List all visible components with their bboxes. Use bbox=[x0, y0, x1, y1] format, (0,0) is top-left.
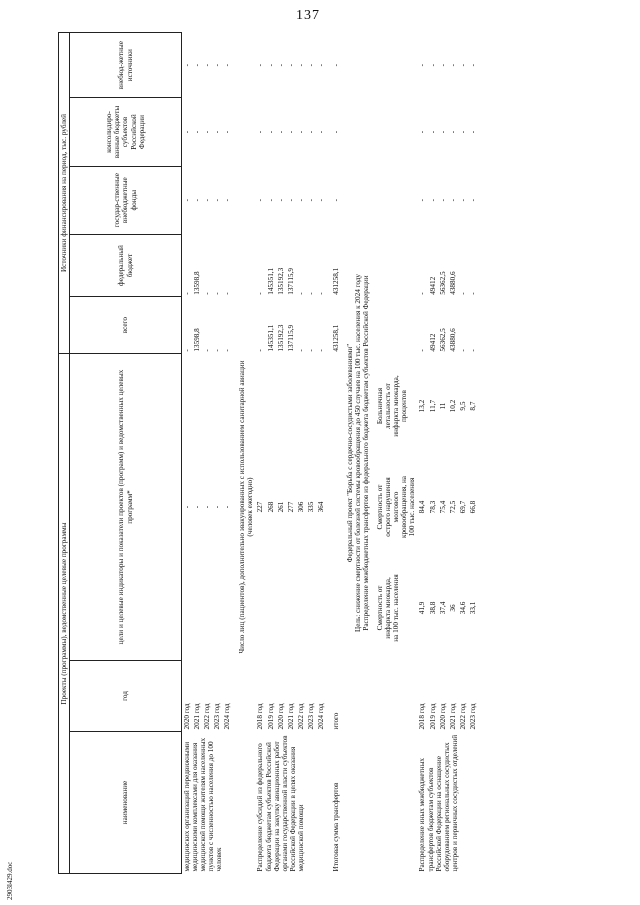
row-extra: - bbox=[223, 64, 232, 67]
row-extra: - bbox=[458, 64, 467, 67]
row-total: - bbox=[256, 349, 265, 352]
row-extra: - bbox=[316, 64, 325, 67]
row-goal: - bbox=[223, 505, 232, 509]
row-goal: 335 bbox=[306, 501, 315, 513]
row-cons: - bbox=[448, 130, 457, 134]
footer-filename: 2903l429.doc bbox=[6, 861, 14, 900]
row-total: - bbox=[306, 349, 315, 352]
row-total: - bbox=[316, 349, 325, 352]
total-extra: - bbox=[331, 64, 340, 67]
table-row bbox=[417, 33, 427, 874]
row-goal: 227 bbox=[256, 501, 265, 513]
row-funds: - bbox=[286, 198, 295, 202]
row-federal: 13598,8 bbox=[193, 271, 202, 295]
row-year: 2018 год bbox=[418, 703, 427, 730]
row-extra: - bbox=[276, 64, 285, 67]
row-goal: 306 bbox=[296, 501, 305, 513]
row-v3: 11 bbox=[438, 402, 447, 410]
project-distribution: Распределение межбюджетных трансфертов из федерального бюджета бюджетам субъектов Российской Федерации bbox=[362, 275, 371, 631]
row-year: 2024 год bbox=[223, 703, 232, 730]
header-consolidated: консолидиро-ванные бюджеты субъектов Российской Федерации bbox=[70, 98, 182, 166]
row-name: Распределение иных межбюджетных трансфертов бюджетам субъектов Российской Федерации на оснащение оборудованием региональных сосудистых центров и первичных сосудистых отделений bbox=[418, 734, 459, 872]
row-federal: 56362,5 bbox=[438, 271, 447, 295]
row-extra: - bbox=[306, 64, 315, 67]
row-funds: - bbox=[296, 198, 305, 202]
row-extra: - bbox=[266, 64, 275, 67]
header-year: год bbox=[70, 660, 182, 731]
row-year: 2021 год bbox=[448, 703, 457, 730]
row-funds: - bbox=[316, 198, 325, 202]
row-funds: - bbox=[468, 198, 477, 202]
row-v3: 8,7 bbox=[468, 401, 477, 411]
row-federal: - bbox=[223, 292, 232, 295]
total-name: Итоговая сумма трансфертов bbox=[331, 782, 340, 872]
row-federal: - bbox=[418, 292, 427, 295]
row-v2: 69,7 bbox=[458, 500, 467, 514]
row-extra: - bbox=[296, 64, 305, 67]
row-name: Распределение субсидий из федерального бюджета бюджетам субъектов Российской Федерации на закупку авиационных работ органами государственной власти субъектов Российской Федерации в целях оказания медицинской помощи bbox=[256, 735, 305, 872]
row-total: - bbox=[468, 349, 477, 352]
row-funds: - bbox=[418, 198, 427, 202]
row-goal: 364 bbox=[316, 501, 325, 513]
row-year: 2021 год bbox=[193, 703, 202, 730]
row-cons: - bbox=[183, 130, 191, 134]
project-title: Федеральный проект "Борьба с сердечно-сосудистыми заболеваниями" bbox=[345, 343, 354, 563]
header-programs: Проекты (программы), ведомственные целевые программы bbox=[59, 354, 70, 874]
row-funds: - bbox=[183, 198, 191, 202]
row-extra: - bbox=[418, 64, 427, 67]
row-cons: - bbox=[256, 130, 265, 134]
row-federal: - bbox=[203, 292, 212, 295]
row-extra: - bbox=[193, 64, 202, 67]
footer bbox=[6, 860, 18, 900]
row-funds: - bbox=[438, 198, 447, 202]
row-federal: - bbox=[296, 292, 305, 295]
total-row bbox=[331, 33, 341, 874]
row-federal: 145351,1 bbox=[266, 267, 275, 295]
funding-table bbox=[58, 32, 478, 874]
row-cons: - bbox=[193, 130, 202, 134]
table-body bbox=[182, 33, 478, 874]
row-total: 135192,3 bbox=[276, 324, 285, 352]
row-v1: 41,9 bbox=[418, 601, 427, 615]
row-cons: - bbox=[316, 130, 325, 134]
header-goals: цели и целевые индикаторы и показатели проектов (программ) и ведомственных целевых программ* bbox=[70, 354, 182, 661]
row-year: 2022 год bbox=[296, 703, 305, 730]
row-extra: - bbox=[428, 64, 437, 67]
row-funds: - bbox=[458, 198, 467, 202]
row-goal: - bbox=[213, 505, 222, 509]
row-extra: - bbox=[448, 64, 457, 67]
row-federal: - bbox=[468, 292, 477, 295]
row-total: 43880,6 bbox=[448, 328, 457, 352]
row-cons: - bbox=[458, 130, 467, 134]
row-year: 2024 год bbox=[316, 703, 325, 730]
row-total: - bbox=[183, 349, 191, 352]
table-row bbox=[255, 33, 265, 874]
row-extra: - bbox=[203, 64, 212, 67]
row-cons: - bbox=[418, 130, 427, 134]
row-v1: 38,8 bbox=[428, 601, 437, 615]
row-v3: 13,2 bbox=[418, 399, 427, 413]
row-year: 2018 год bbox=[256, 703, 265, 730]
row-year: 2019 год bbox=[266, 703, 275, 730]
row-goal: 268 bbox=[266, 501, 275, 513]
page-number: 137 bbox=[296, 8, 320, 23]
row-funds: - bbox=[193, 198, 202, 202]
indicator-mi-lethality: Больничная летальность от инфаркта миокарда, процентов bbox=[376, 375, 409, 437]
row-funds: - bbox=[428, 198, 437, 202]
row-goal: 277 bbox=[286, 501, 295, 513]
indicator-mi-mortality: Смертность от инфаркта миокарда, на 100 тыс. населения bbox=[376, 574, 401, 642]
row-v2: 84,4 bbox=[418, 500, 427, 514]
row-extra: - bbox=[468, 64, 477, 67]
header-name: наименование bbox=[70, 731, 182, 873]
row-total: 13598,8 bbox=[193, 328, 202, 352]
row-year: 2019 год bbox=[428, 703, 437, 730]
row-federal: 43880,6 bbox=[448, 271, 457, 295]
row-federal: 137115,9 bbox=[286, 268, 295, 295]
table-row bbox=[237, 33, 255, 874]
row-cons: - bbox=[438, 130, 447, 134]
row-cons: - bbox=[306, 130, 315, 134]
row-v1: 34,6 bbox=[458, 601, 467, 615]
row-cons: - bbox=[296, 130, 305, 134]
row-funds: - bbox=[213, 198, 222, 202]
total-cons: - bbox=[331, 130, 340, 134]
row-extra: - bbox=[213, 64, 222, 67]
row-cons: - bbox=[286, 130, 295, 134]
indicator-label: Число лиц (пациентов), дополнительно эвакуированных с использованием санитарной авиации (человек ежегодно) bbox=[238, 360, 255, 654]
row-cons: - bbox=[468, 130, 477, 134]
total-funds: - bbox=[331, 198, 340, 202]
row-v2: 72,5 bbox=[448, 500, 457, 514]
row-year: 2020 год bbox=[183, 703, 191, 730]
row-v1: 33,1 bbox=[468, 601, 477, 615]
row-total: - bbox=[203, 349, 212, 352]
row-v2: 78,3 bbox=[428, 500, 437, 514]
row-cons: - bbox=[213, 130, 222, 134]
row-name: медицинских организаций передвижными медицинскими комплексами для оказания медицинской помощи жителям населенных пунктов с численностью населения до 100 человек bbox=[183, 737, 224, 872]
header-federal: федеральный бюджет bbox=[70, 234, 182, 297]
row-cons: - bbox=[223, 130, 232, 134]
row-funds: - bbox=[266, 198, 275, 202]
header-extra: внебюд-жетные источники bbox=[70, 33, 182, 98]
row-extra: - bbox=[438, 64, 447, 67]
header-state-funds: государ-ственные внебюджетные фонды bbox=[70, 166, 182, 234]
row-goal: - bbox=[183, 505, 191, 509]
total-federal: 431258,1 bbox=[331, 267, 340, 295]
row-cons: - bbox=[203, 130, 212, 134]
row-federal: - bbox=[316, 292, 325, 295]
project-goal: Цель: снижение смертности от болезней системы кровообращения до 450 случаев на 100 тыс. населения к 2024 году bbox=[354, 274, 362, 632]
row-funds: - bbox=[306, 198, 315, 202]
row-funds: - bbox=[223, 198, 232, 202]
header-funding: Источники финансирования на период, тыс. рублей bbox=[59, 33, 70, 354]
row-year: 2022 год bbox=[203, 703, 212, 730]
row-extra: - bbox=[286, 64, 295, 67]
row-total: 49412 bbox=[428, 333, 437, 352]
row-year: 2020 год bbox=[438, 703, 447, 730]
row-federal: 135192,3 bbox=[276, 267, 285, 295]
row-total: - bbox=[418, 349, 427, 352]
row-year: 2022 год bbox=[458, 703, 467, 730]
row-funds: - bbox=[276, 198, 285, 202]
row-total: 145351,1 bbox=[266, 324, 275, 352]
row-year: 2020 год bbox=[276, 703, 285, 730]
row-total: 137115,9 bbox=[286, 324, 295, 352]
row-v3: 11,7 bbox=[428, 399, 437, 413]
row-extra: - bbox=[256, 64, 265, 67]
header-total: всего bbox=[70, 297, 182, 354]
row-federal: - bbox=[256, 292, 265, 295]
row-federal: 49412 bbox=[428, 276, 437, 295]
table-row bbox=[375, 33, 417, 874]
table-row bbox=[182, 33, 193, 874]
row-total: - bbox=[223, 349, 232, 352]
row-funds: - bbox=[448, 198, 457, 202]
row-v3: 9,5 bbox=[458, 401, 467, 411]
rotated-table-page bbox=[58, 32, 624, 874]
row-total: 56362,5 bbox=[438, 328, 447, 352]
row-cons: - bbox=[428, 130, 437, 134]
row-cons: - bbox=[276, 130, 285, 134]
row-v1: 37,4 bbox=[438, 601, 447, 615]
row-federal: - bbox=[458, 292, 467, 295]
row-goal: - bbox=[203, 505, 212, 509]
row-total: - bbox=[458, 349, 467, 352]
row-total: - bbox=[296, 349, 305, 352]
row-extra: - bbox=[183, 64, 191, 67]
row-v3: 10,2 bbox=[448, 399, 457, 413]
row-federal: - bbox=[183, 292, 191, 295]
row-v2: 66,8 bbox=[468, 500, 477, 514]
total-year: итого bbox=[331, 712, 340, 730]
total-sum: 431258,1 bbox=[331, 324, 340, 352]
row-federal: - bbox=[213, 292, 222, 295]
row-funds: - bbox=[256, 198, 265, 202]
row-year: 2021 год bbox=[286, 703, 295, 730]
row-year: 2023 год bbox=[213, 703, 222, 730]
row-funds: - bbox=[203, 198, 212, 202]
row-total: - bbox=[213, 349, 222, 352]
row-goal: - bbox=[193, 505, 202, 509]
row-goal: 261 bbox=[276, 501, 285, 513]
indicator-stroke-mortality: Смертность от острого нарушения мозгового кровообращения, на 100 тыс. населения bbox=[376, 476, 417, 539]
row-v1: 36 bbox=[448, 604, 457, 612]
row-year: 2023 год bbox=[306, 703, 315, 730]
row-v2: 75,4 bbox=[438, 500, 447, 514]
row-year: 2023 год bbox=[468, 703, 477, 730]
row-cons: - bbox=[266, 130, 275, 134]
row-federal: - bbox=[306, 292, 315, 295]
